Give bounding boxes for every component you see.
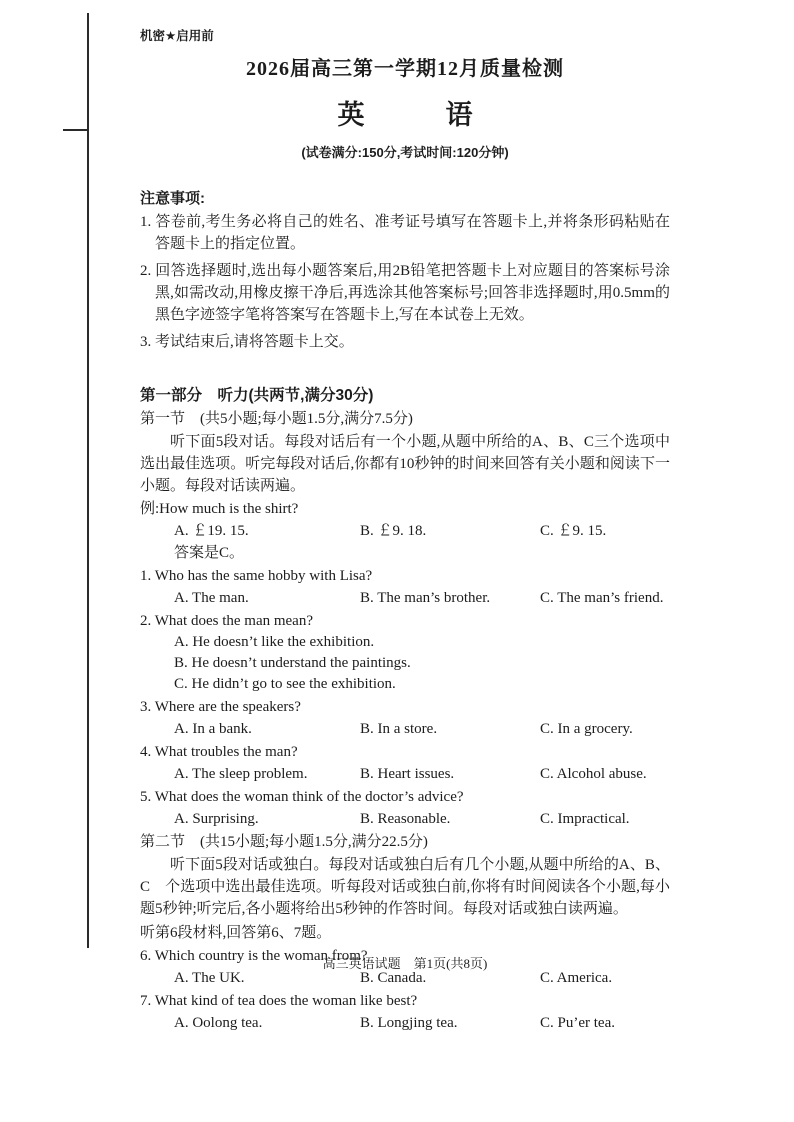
question-text: 4. What troubles the man?	[140, 744, 298, 760]
option-c: C. Impractical.	[540, 811, 630, 827]
option-c: C. The man’s friend.	[540, 590, 664, 606]
question-text: 2. What does the man mean?	[140, 613, 313, 629]
page-footer: 高三英语试题 第1页(共8页)	[322, 956, 488, 971]
option-b: B. Longjing tea.	[360, 1015, 458, 1031]
question-4	[140, 741, 670, 785]
option-a: A. Surprising.	[174, 811, 259, 827]
section2-instructions: 听下面5段对话或独白。每段对话或独白后有几个小题,从题中所给的A、B、C 个选项中选出最佳选项。听每段对话或独白前,你将有时间阅读各个小题,每小题5秒钟;听完后,各小题将给出5秒钟的作答时间。每段对话或独白读两遍。	[140, 857, 670, 917]
options-row	[140, 763, 670, 785]
classification-label: 机密★启用前	[140, 29, 214, 43]
option-a: A. The UK.	[174, 970, 245, 986]
options-row	[140, 718, 670, 740]
option-c: C. Pu’er tea.	[540, 1015, 615, 1031]
option-b: B. Heart issues.	[360, 766, 455, 782]
option-b: B. Reasonable.	[360, 811, 451, 827]
scan-tick-mark	[63, 129, 88, 131]
section1-heading: 第一节 (共5小题;每小题1.5分,满分7.5分)	[140, 411, 413, 427]
option-a: A. Oolong tea.	[174, 1015, 263, 1031]
question-text: 7. What kind of tea does the woman like best?	[140, 993, 418, 1009]
example-option-a: A. ￡19. 15.	[174, 523, 249, 539]
scan-border-line	[87, 13, 89, 948]
subject-title: 英 语	[337, 100, 473, 130]
page-content	[140, 26, 670, 1034]
exam-title: 2026届高三第一学期12月质量检测	[246, 58, 564, 80]
option-b: B. He doesn’t understand the paintings.	[174, 655, 411, 671]
option-c: C. America.	[540, 970, 613, 986]
example-options-row	[140, 520, 670, 542]
options-row	[140, 1012, 670, 1034]
question-7	[140, 990, 670, 1034]
option-c: C. Alcohol abuse.	[540, 766, 647, 782]
example-option-b: B. ￡9. 18.	[360, 523, 427, 539]
question-3	[140, 696, 670, 740]
example-answer: 答案是C。	[174, 545, 245, 561]
option-a: A. He doesn’t like the exhibition.	[174, 634, 375, 650]
option-a: A. The man.	[174, 590, 249, 606]
option-b: B. The man’s brother.	[360, 590, 491, 606]
material-note: 听第6段材料,回答第6、7题。	[140, 925, 332, 941]
question-text: 6. Which country is the woman from?	[140, 948, 368, 964]
question-text: 1. Who has the same hobby with Lisa?	[140, 568, 373, 584]
option-c: C. In a grocery.	[540, 721, 633, 737]
section2-heading: 第二节 (共15小题;每小题1.5分,满分22.5分)	[140, 834, 428, 850]
example-block	[140, 498, 670, 564]
option-c: C. He didn’t go to see the exhibition.	[174, 676, 396, 692]
option-a: A. In a bank.	[174, 721, 252, 737]
option-a: A. The sleep problem.	[174, 766, 308, 782]
option-b: B. Canada.	[360, 970, 427, 986]
part1-heading: 第一部分 听力(共两节,满分30分)	[140, 387, 374, 404]
notice-item-3: 3. 考试结束后,请将答题卡上交。	[140, 334, 354, 350]
options-row	[140, 808, 670, 830]
question-text: 3. Where are the speakers?	[140, 699, 301, 715]
options-row	[140, 587, 670, 609]
options-stacked	[140, 632, 670, 695]
section1-instructions: 听下面5段对话。每段对话后有一个小题,从题中所给的A、B、C三个选项中选出最佳选项。听完每段对话后,你都有10秒钟的时间来回答有关小题和阅读下一小题。每段对话读两遍。	[140, 434, 670, 494]
option-b: B. In a store.	[360, 721, 438, 737]
notice-item-1: 1. 答卷前,考生务必将自己的姓名、准考证号填写在答题卡上,并将条形码粘贴在答题卡上的指定位置。	[140, 214, 670, 252]
question-5	[140, 786, 670, 830]
notice-item-2: 2. 回答选择题时,选出每小题答案后,用2B铅笔把答题卡上对应题目的答案标号涂黑,如需改动,用橡皮擦干净后,再选涂其他答案标号;回答非选择题时,用0.5mm的黑色字迹签字笔将答案写在答题卡上,写在本试卷上无效。	[140, 263, 670, 323]
question-text: 5. What does the woman think of the doctor’s advice?	[140, 789, 464, 805]
question-1	[140, 565, 670, 609]
exam-info: (试卷满分:150分,考试时间:120分钟)	[301, 145, 509, 160]
question-2	[140, 610, 670, 695]
example-option-c: C. ￡9. 15.	[540, 523, 607, 539]
notice-heading: 注意事项:	[140, 190, 205, 207]
example-question: 例:How much is the shirt?	[140, 501, 299, 517]
